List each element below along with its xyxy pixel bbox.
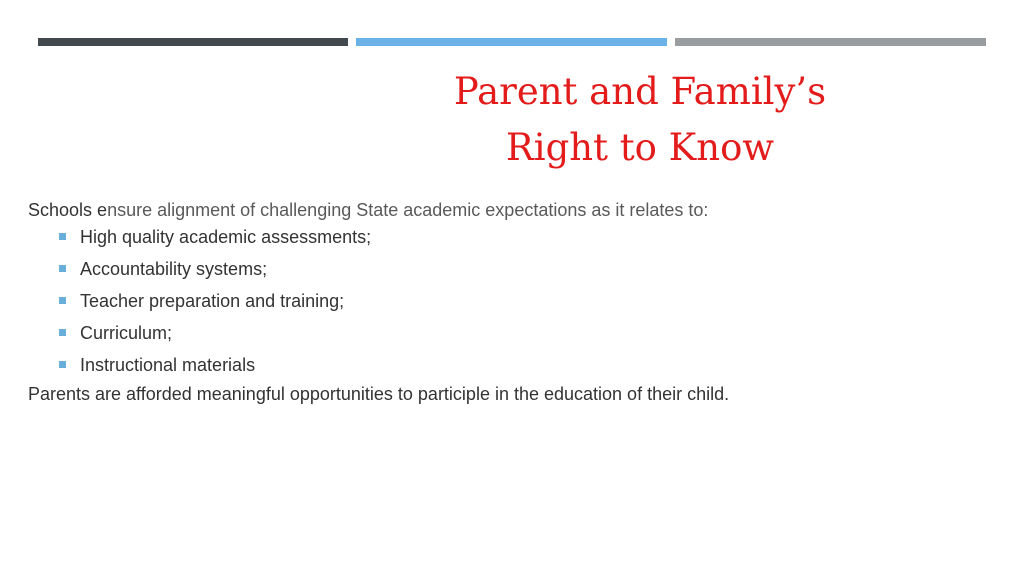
bullet-item: [28, 322, 988, 344]
accent-bar-gray: [675, 38, 986, 46]
accent-bar-dark: [38, 38, 348, 46]
bullet-text: Instructional materials: [80, 355, 256, 375]
square-bullet-icon: [59, 265, 66, 272]
bullet-text: Teacher preparation and training;: [80, 291, 345, 311]
bullet-item: [28, 226, 988, 248]
bullet-item: [28, 354, 988, 376]
header-accent-bars: [38, 38, 986, 46]
closing-text: Parents are afforded meaningful opportunities to participle in the education of their child.: [28, 384, 730, 404]
accent-bar-blue: [356, 38, 667, 46]
intro-text-part-2: nsure alignment of challenging State academic expectations as it relates to:: [107, 200, 709, 220]
bullet-list: [28, 226, 988, 376]
slide-body: [28, 198, 988, 406]
slide-title-line-1: Parent and Family’s: [453, 70, 827, 113]
bullet-text: Curriculum;: [80, 323, 173, 343]
square-bullet-icon: [59, 329, 66, 336]
intro-text: [28, 198, 988, 222]
bullet-item: [28, 258, 988, 280]
square-bullet-icon: [59, 233, 66, 240]
bullet-text: High quality academic assessments;: [80, 227, 372, 247]
slide-title-line-2: Right to Know: [505, 126, 775, 169]
intro-text-part-1: Schools e: [28, 200, 108, 220]
square-bullet-icon: [59, 361, 66, 368]
slide-title: [380, 64, 900, 176]
square-bullet-icon: [59, 297, 66, 304]
bullet-item: [28, 290, 988, 312]
bullet-text: Accountability systems;: [80, 259, 268, 279]
